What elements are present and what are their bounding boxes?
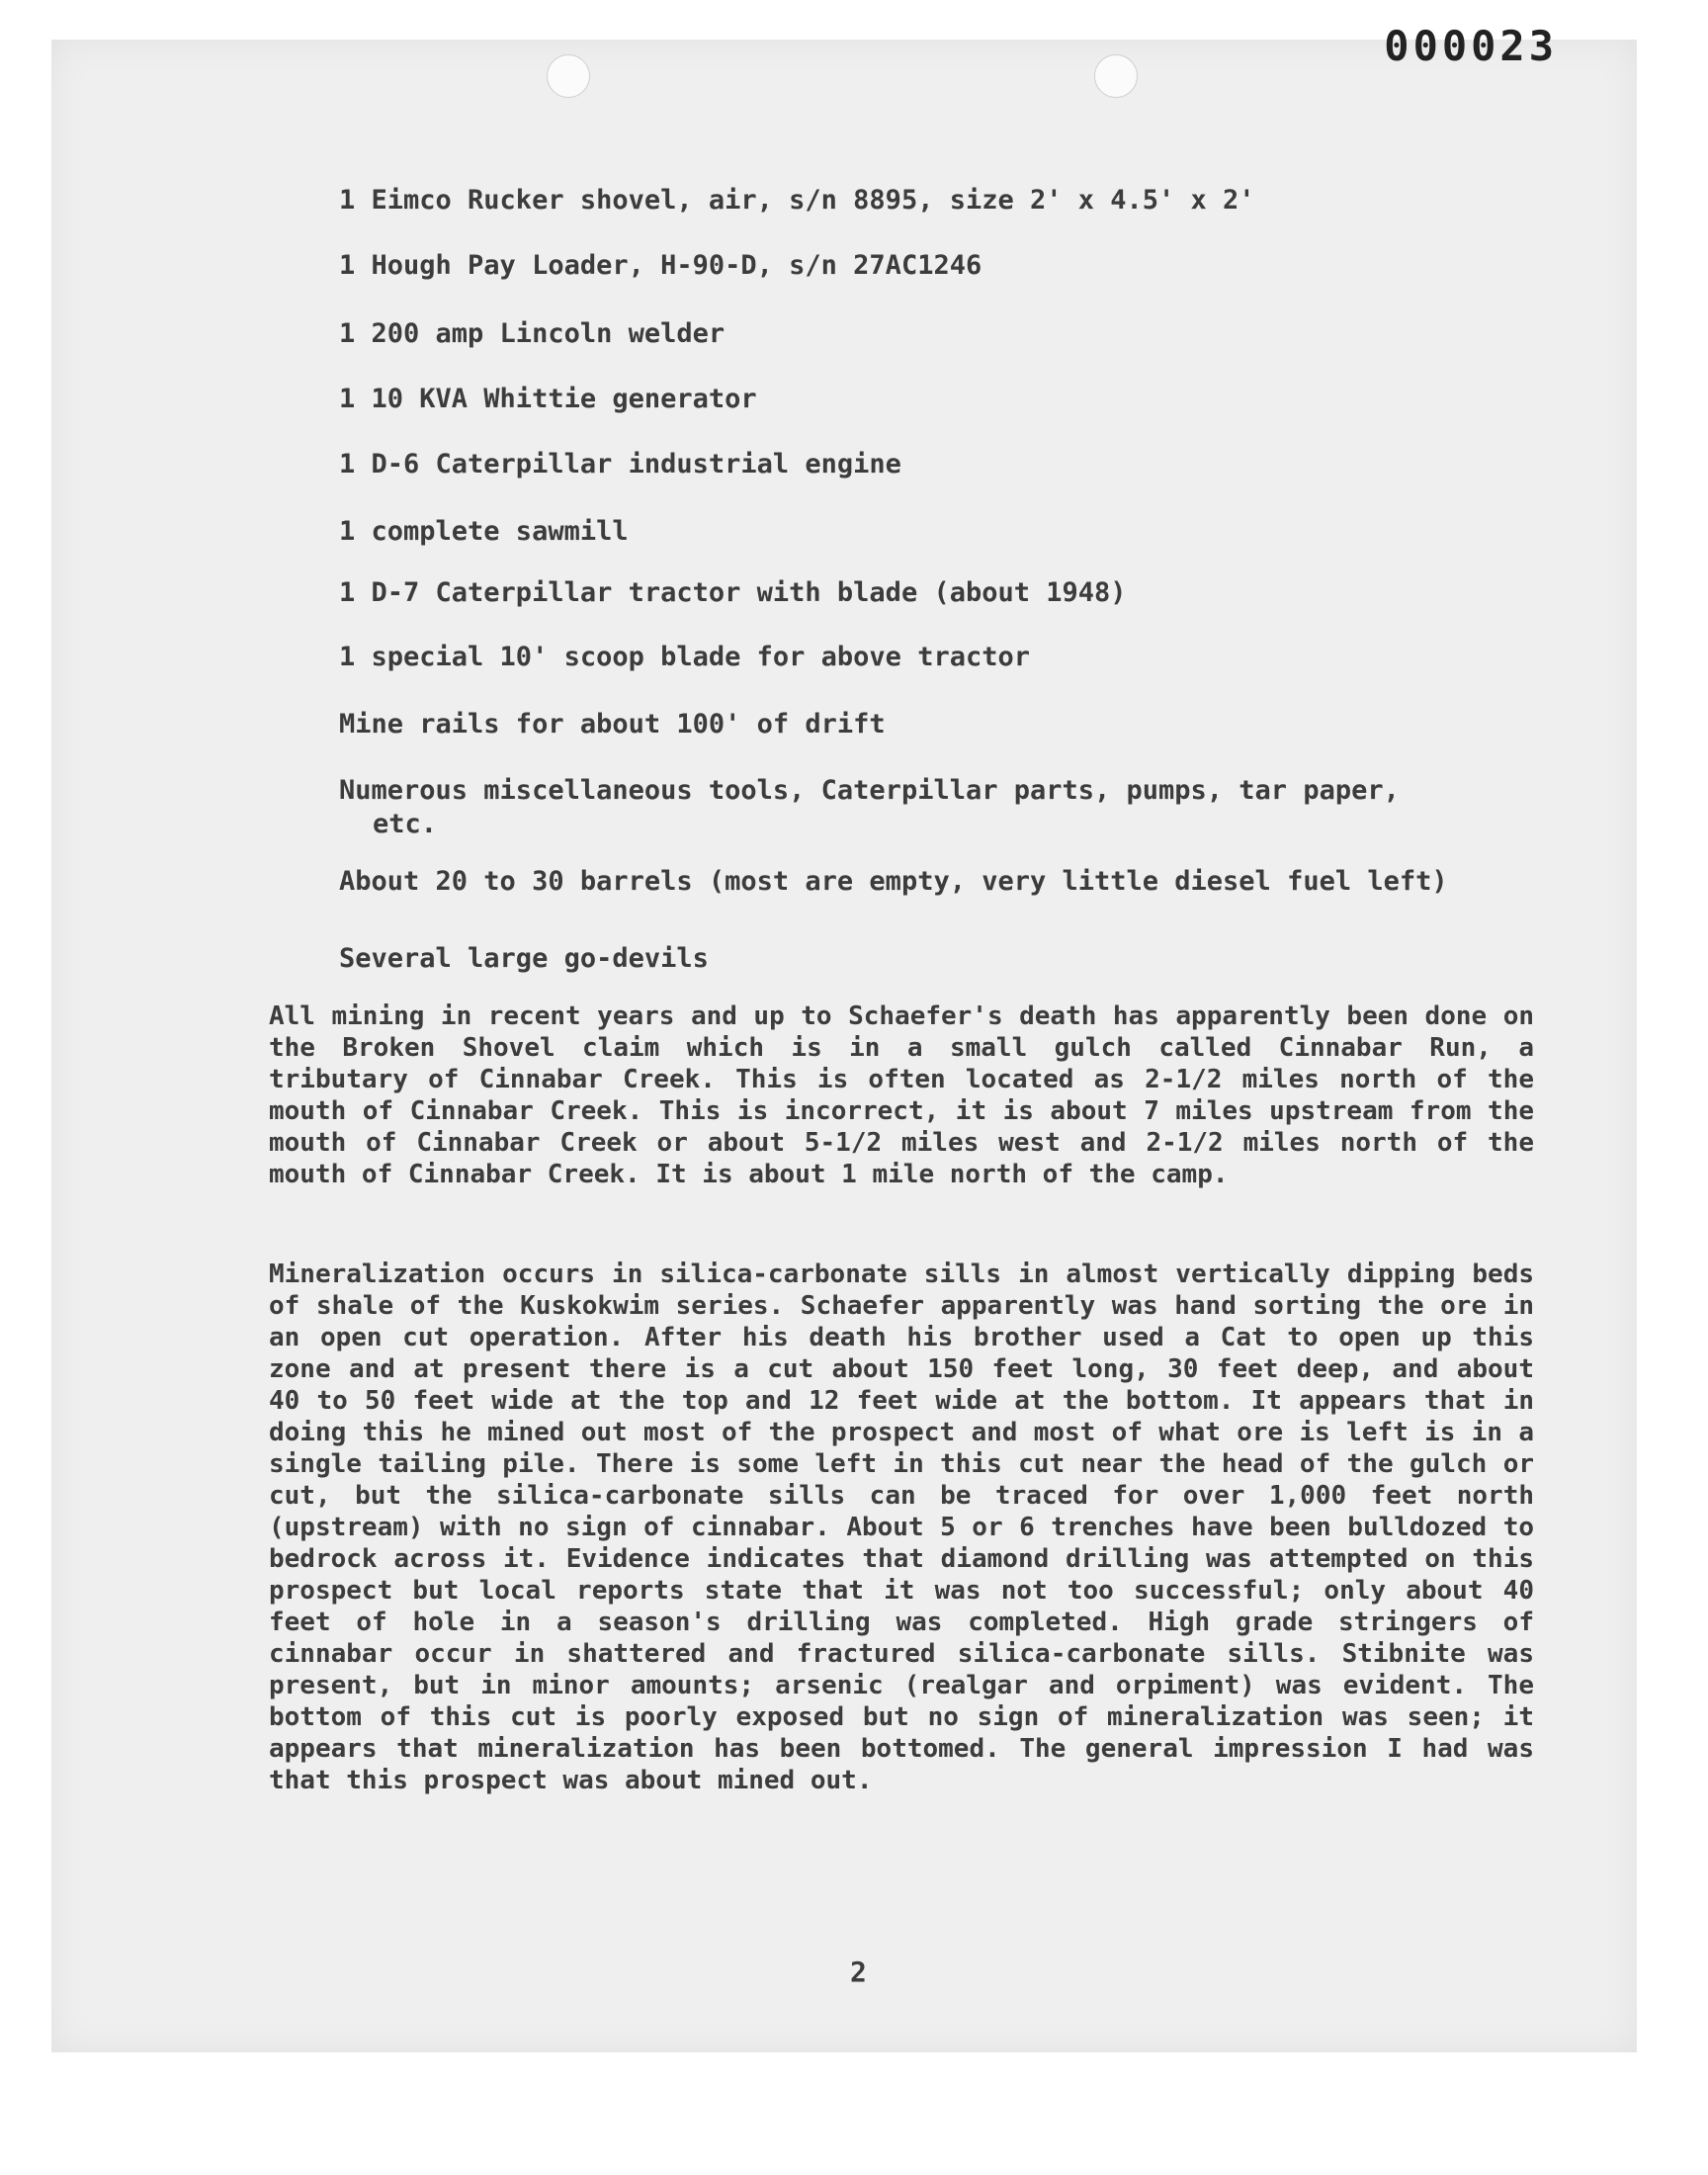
document-number: 000023 <box>1384 22 1558 70</box>
equipment-item-continuation: etc. <box>373 809 438 839</box>
equipment-item: 1 D-7 Caterpillar tractor with blade (about 1948) <box>339 577 1127 608</box>
equipment-item: 1 D-6 Caterpillar industrial engine <box>339 449 901 479</box>
equipment-item: 1 200 amp Lincoln welder <box>339 318 726 349</box>
paragraph-mining-location: All mining in recent years and up to Schaefer's death has apparently been done on the Broken Shovel claim which is in a small gulch called Cinnabar Run, a tributary of Cinnabar Creek. This is often located as 2-1/2 miles north of the mouth of Cinnabar Creek. This is incorrect, it is about 7 miles upstream from the mouth of Cinnabar Creek or about 5-1/2 miles west and 2-1/2 miles north of the mouth of Cinnabar Creek. It is about 1 mile north of the camp. <box>269 1001 1534 1189</box>
equipment-item: About 20 to 30 barrels (most are empty, very little diesel fuel left) <box>339 866 1448 897</box>
equipment-item-text: Numerous miscellaneous tools, Caterpillar parts, pumps, tar paper, <box>339 775 1400 806</box>
equipment-item: Several large go-devils <box>339 943 709 974</box>
equipment-item: 1 10 KVA Whittie generator <box>339 384 757 414</box>
page-number: 2 <box>850 1956 867 1988</box>
equipment-item: Mine rails for about 100' of drift <box>339 709 886 740</box>
equipment-item: 1 Eimco Rucker shovel, air, s/n 8895, size 2' x 4.5' x 2' <box>339 185 1255 216</box>
punch-hole-right <box>1094 54 1138 98</box>
equipment-item: 1 Hough Pay Loader, H-90-D, s/n 27AC1246 <box>339 250 982 281</box>
punch-hole-left <box>547 54 590 98</box>
equipment-item-multiline <box>339 774 1400 841</box>
equipment-item: 1 complete sawmill <box>339 516 629 547</box>
equipment-item: 1 special 10' scoop blade for above tractor <box>339 642 1030 672</box>
paragraph-mineralization: Mineralization occurs in silica-carbonate sills in almost vertically dipping beds of shale of the Kuskokwim series. Schaefer apparently was hand sorting the ore in an open cut operation. After his death his brother used a Cat to open up this zone and at present there is a cut about 150 feet long, 30 feet deep, and about 40 to 50 feet wide at the top and 12 feet wide at the bottom. It appears that in doing this he mined out most of the prospect and most of what ore is left is in a single tailing pile. There is some left in this cut near the head of the gulch or cut, but the silica-carbonate sills can be traced for over 1,000 feet north (upstream) with no sign of cinnabar. About 5 or 6 trenches have been bulldozed to bedrock across it. Evidence indicates that diamond drilling was attempted on this prospect but local reports state that it was not too successful; only about 40 feet of hole in a season's drilling was completed. High grade stringers of cinnabar occur in shattered and fractured silica-carbonate sills. Stibnite was present, but in minor amounts; arsenic (realgar and orpiment) was evident. The bottom of this cut is poorly exposed but no sign of mineralization was seen; it appears that mineralization has been bottomed. The general impression I had was that this prospect was about mined out. <box>269 1260 1534 1795</box>
